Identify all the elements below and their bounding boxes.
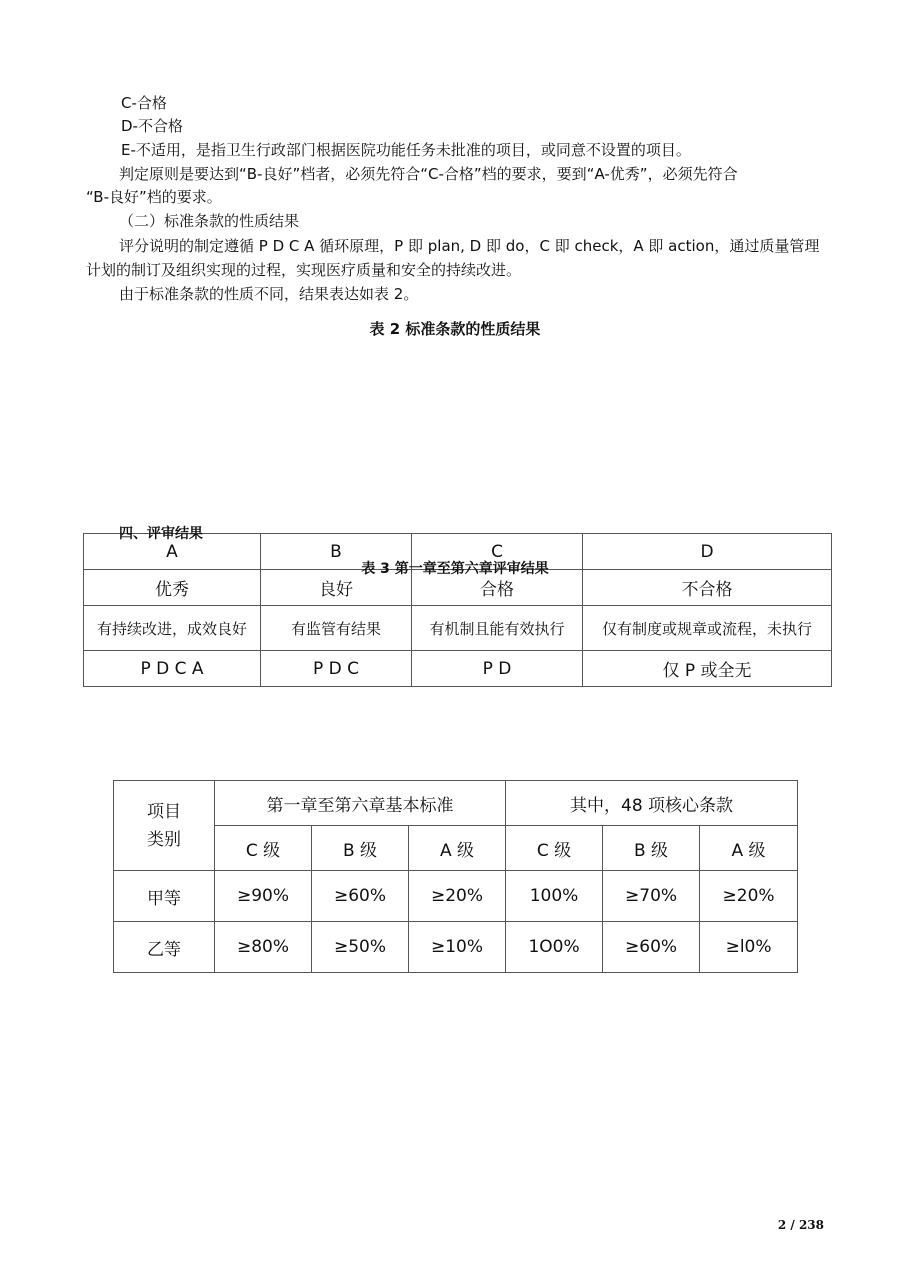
row-header-line2: 类别 <box>147 829 181 850</box>
row-label: 乙等 <box>114 922 215 973</box>
table-row <box>84 606 832 651</box>
table-cell: ≥20% <box>409 871 506 922</box>
section-heading-review-results: 四、评审结果 <box>119 526 203 542</box>
table-cell: ≥l0% <box>700 922 798 973</box>
table3-caption: 表 3 第一章至第六章评审结果 <box>361 561 549 577</box>
table-cell: 1O0% <box>506 922 603 973</box>
page-number: 2 / 238 <box>777 1218 824 1232</box>
table-cell: ≥10% <box>409 922 506 973</box>
paragraph-grade-d: D-不合格 <box>121 117 183 135</box>
table-cell: ≥50% <box>312 922 409 973</box>
level-header: C 级 <box>215 826 312 871</box>
table-cell: 良好 <box>261 570 412 606</box>
row-header-cell <box>114 781 215 871</box>
level-header: A 级 <box>700 826 798 871</box>
table-review-results <box>113 780 798 973</box>
table-cell: 仅有制度或规章或流程，未执行 <box>583 606 832 651</box>
table-row <box>114 922 798 973</box>
table-cell: ≥20% <box>700 871 798 922</box>
table-row <box>84 651 832 687</box>
level-header: A 级 <box>409 826 506 871</box>
table-standard-nature <box>83 533 832 687</box>
table-cell: 不合格 <box>583 570 832 606</box>
table-cell: C <box>412 534 583 570</box>
table-cell: ≥90% <box>215 871 312 922</box>
table-cell: ≥60% <box>603 922 700 973</box>
paragraph-judgment-line2: “B-良好”档的要求。 <box>86 188 222 206</box>
table-row <box>114 871 798 922</box>
paragraph-grade-c: C-合格 <box>121 94 167 112</box>
level-header: B 级 <box>312 826 409 871</box>
table-cell: P D <box>412 651 583 687</box>
table-cell: P D C A <box>84 651 261 687</box>
level-header: B 级 <box>603 826 700 871</box>
table-cell: 合格 <box>412 570 583 606</box>
table-cell: 优秀 <box>84 570 261 606</box>
table-cell: A <box>84 534 261 570</box>
row-label: 甲等 <box>114 871 215 922</box>
paragraph-pdca-line2: 计划的制订及组织实现的过程，实现医疗质量和安全的持续改进。 <box>86 261 522 279</box>
table-cell: 有持续改进，成效良好 <box>84 606 261 651</box>
group-header-basic: 第一章至第六章基本标准 <box>215 781 506 826</box>
table-cell: ≥60% <box>312 871 409 922</box>
table-cell: 仅 P 或全无 <box>583 651 832 687</box>
level-header: C 级 <box>506 826 603 871</box>
paragraph-table-ref: 由于标准条款的性质不同，结果表达如表 2。 <box>119 285 419 303</box>
table-row <box>114 826 798 871</box>
table-cell: ≥70% <box>603 871 700 922</box>
table-cell: 有机制且能有效执行 <box>412 606 583 651</box>
group-header-core: 其中，48 项核心条款 <box>506 781 798 826</box>
paragraph-grade-e: E-不适用，是指卫生行政部门根据医院功能任务未批准的项目，或同意不设置的项目。 <box>121 141 691 159</box>
table-cell: 有监管有结果 <box>261 606 412 651</box>
row-header-line1: 项目 <box>147 801 181 822</box>
table-cell: B <box>261 534 412 570</box>
table-cell: D <box>583 534 832 570</box>
table2-caption: 表 2 标准条款的性质结果 <box>369 320 541 338</box>
table-row <box>114 781 798 826</box>
paragraph-pdca-line1: 评分说明的制定遵循 P D C A 循环原理，P 即 plan, D 即 do，C 即 check，A 即 action，通过质量管理 <box>119 237 820 255</box>
table-cell: P D C <box>261 651 412 687</box>
table-cell: 100% <box>506 871 603 922</box>
section-heading-nature: （二）标准条款的性质结果 <box>119 212 300 230</box>
paragraph-judgment-line1: 判定原则是要达到“B-良好”档者，必须先符合“C-合格”档的要求，要到“A-优秀”，必须先符合 <box>119 165 738 183</box>
table-cell: ≥80% <box>215 922 312 973</box>
